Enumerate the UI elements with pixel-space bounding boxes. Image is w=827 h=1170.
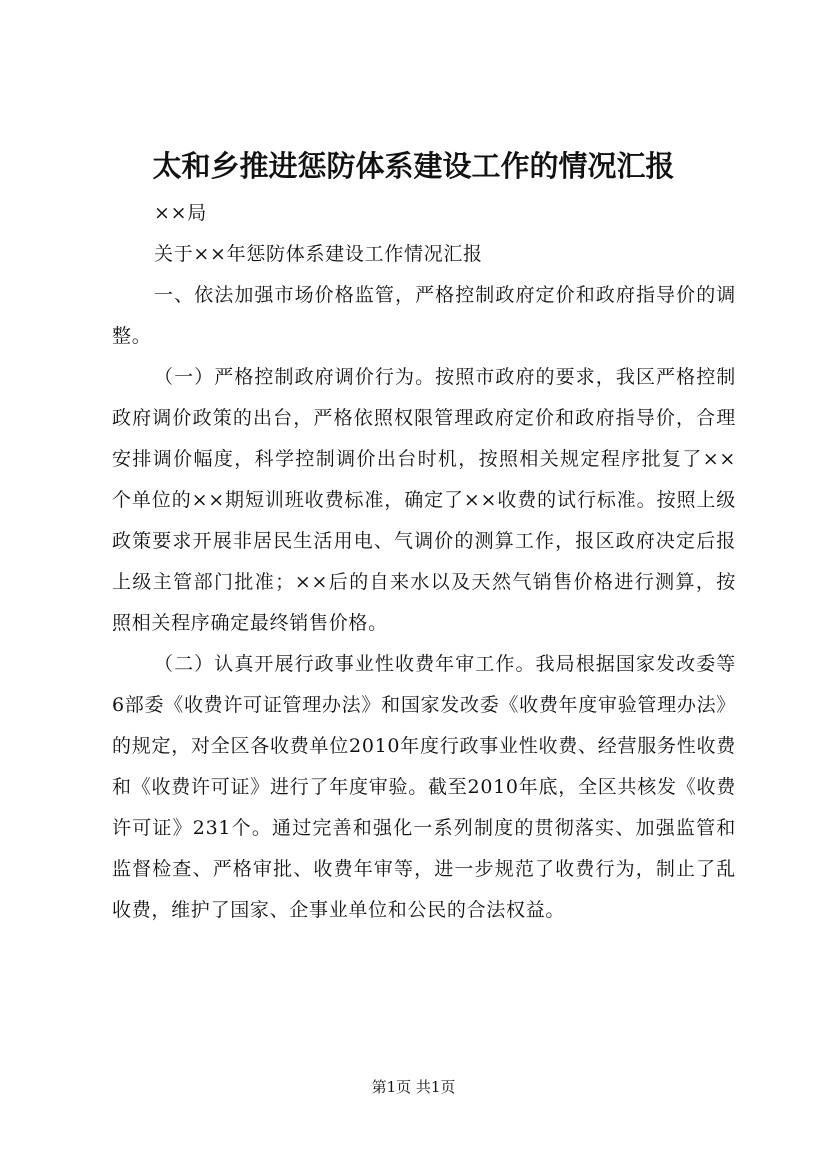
document-body <box>112 193 736 931</box>
paragraph-subject: 关于××年惩防体系建设工作情况汇报 <box>154 243 483 265</box>
paragraph-addressee: ××局 <box>154 202 207 224</box>
paragraph-section-heading: 一、依法加强市场价格监管，严格控制政府定价和政府指导价的调整。 <box>112 284 736 347</box>
document-title: 太和乡推进惩防体系建设工作的情况汇报 <box>152 149 675 183</box>
page-footer: 第1页 共1页 <box>371 1078 456 1096</box>
paragraph-price-control: （一）严格控制政府调价行为。按照市政府的要求，我区严格控制政府调价政策的出台，严格依照权限管理政府定价和政府指导价，合理安排调价幅度，科学控制调价出台时机，按照相关规定程序批复了××个单位的××期短训班收费标准，确定了××收费的试行标准。按照上级政策要求开展非居民生活用电、气调价的测算工作，报区政府决定后报上级主管部门批准；××后的自来水以及天然气销售价格进行测算，按照相关程序确定最终销售价格。 <box>112 366 736 634</box>
paragraph-fee-review: （二）认真开展行政事业性收费年审工作。我局根据国家发改委等6部委《收费许可证管理办法》和国家发改委《收费年度审验管理办法》的规定，对全区各收费单位2010年度行政事业性收费、经营服务性收费和《收费许可证》进行了年度审验。截至2010年底，全区共核发《收费许可证》231个。通过完善和强化一系列制度的贯彻落实、加强监管和监督检查、严格审批、收费年审等，进一步规范了收费行为，制止了乱收费，维护了国家、企事业单位和公民的合法权益。 <box>112 653 736 921</box>
